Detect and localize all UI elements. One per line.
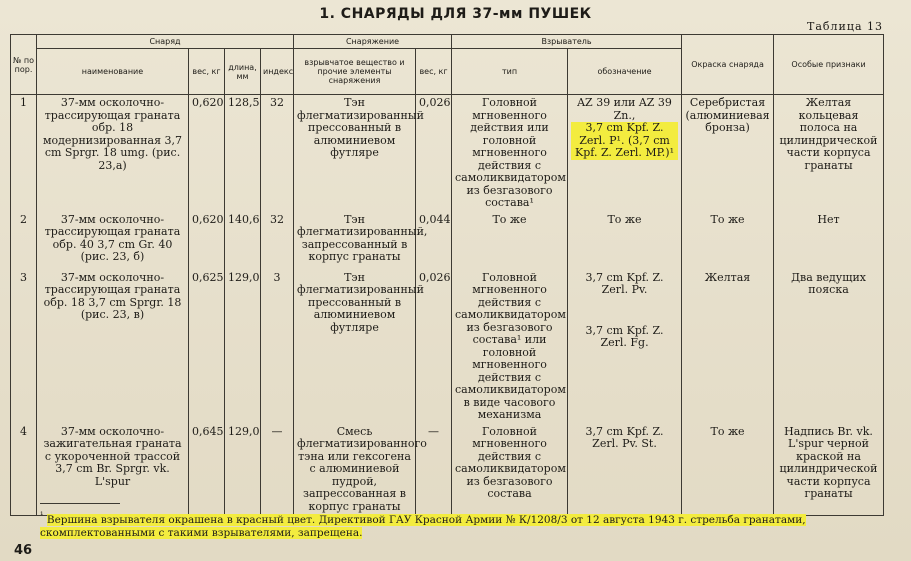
projectile-color: То же [682,212,774,270]
header-no: № по пор. [11,35,37,95]
projectile-color: Желтая [682,270,774,424]
projectile-weight: 0,625 [189,270,225,424]
projectile-name: 37-мм осколочно-зажигательная граната с укороченной трассой 3,7 cm Br. Sprgr. vk. L'spur [37,424,189,516]
projectile-name: 37-мм осколочно-трассирующая граната обр. 40 3,7 cm Gr. 40 (рис. 23, б) [37,212,189,270]
header-length: длина, мм [225,49,261,95]
fuze-designation-secondary: 3,7 cm Kpf. Z. Zerl. Fg. [585,323,664,349]
projectile-name: 37-мм осколочно-трассирующая граната обр. 18 модернизированная 3,7 cm Sprgr. 18 umg. (рис. 23,а) [37,95,189,212]
special-marks: Два ведущих пояска [774,270,884,424]
page-number: 46 [14,543,33,558]
special-marks: Нет [774,212,884,270]
table-row [11,212,884,270]
header-marks: Особые признаки [774,35,884,95]
row-no: 3 [11,270,37,424]
table-row [11,270,884,424]
header-fuze-designation: обозначение [568,49,682,95]
footnote-marker: ¹ [40,511,44,521]
footnote-text: Вершина взрывателя окрашена в красный цвет. Директивой ГАУ Красной Армии № К/1208/3 от 12 августа 1943 г. стрельба гранатами, скомплектованными с такими взрывателями, запрещена. [40,513,806,539]
header-color: Окраска снаряда [682,35,774,95]
projectile-index: — [261,424,294,516]
fuze-type: Головной мгновенного действия с самоликвидатором из безгазового состава [452,424,568,516]
fuze-designation-primary: 3,7 cm Kpf. Z. Zerl. Pv. [585,270,664,296]
projectile-weight: 0,645 [189,424,225,516]
projectile-index: 3 [261,270,294,424]
fuze-designation [568,95,682,212]
projectile-length: 128,5 [225,95,261,212]
charge-explosive: Тэн флегматизированный прессованный в алюминиевом футляре [294,95,416,212]
row-no: 4 [11,424,37,516]
projectile-color: Серебристая (алюминиевая бронза) [682,95,774,212]
fuze-designation: 3,7 cm Kpf. Z. Zerl. Pv. St. [568,424,682,516]
fuze-type: То же [452,212,568,270]
fuze-designation-highlighted: 3,7 cm Kpf. Z. Zerl. P¹. (3,7 cm Kpf. Z. Zerl. MP.)¹ [571,122,678,160]
fuze-designation: То же [568,212,682,270]
header-index: индекс [261,49,294,95]
special-marks: Желтая кольцевая полоса на цилиндрической части корпуса гранаты [774,95,884,212]
table-row [11,424,884,516]
projectile-weight: 0,620 [189,212,225,270]
projectile-weight: 0,620 [189,95,225,212]
charge-weight: 0,026 [416,95,452,212]
projectile-length: 140,6 [225,212,261,270]
page-title: 1. СНАРЯДЫ ДЛЯ 37-мм ПУШЕК [319,6,592,22]
row-no: 2 [11,212,37,270]
projectile-name: 37-мм осколочно-трассирующая граната обр. 18 3,7 cm Sprgr. 18 (рис. 23, в) [37,270,189,424]
header-name: наименование [37,49,189,95]
header-explosive: взрывчатое вещество и прочие элементы снаряжения [294,49,416,95]
projectile-index: 32 [261,212,294,270]
charge-explosive: Смесь флегматизированного тэна или гексогена с алюминиевой пудрой, запрессованная в корпус гранаты [294,424,416,516]
special-marks: Надпись Br. vk. L'spur черной краской на цилиндрической части корпуса гранаты [774,424,884,516]
charge-explosive: Тэн флегматизированный, запрессованный в корпус гранаты [294,212,416,270]
charge-weight: — [416,424,452,516]
fuze-type: Головной мгновенного действия или головной мгновенного действия с самоликвидатором из безгазового состава¹ [452,95,568,212]
projectile-color: То же [682,424,774,516]
table-row [11,95,884,212]
header-group-charge: Снаряжение [294,35,452,49]
header-fuze-type: тип [452,49,568,95]
projectile-index: 32 [261,95,294,212]
projectiles-table [10,34,884,516]
header-weight: вес, кг [189,49,225,95]
header-group-projectile: Снаряд [37,35,294,49]
header-group-fuze: Взрыватель [452,35,682,49]
footnote-divider [40,503,120,504]
charge-explosive: Тэн флегматизированный прессованный в алюминиевом футляре [294,270,416,424]
fuze-type: Головной мгновенного действия с самоликвидатором из безгазового состава¹ или головной мгновенного действия с самоликвидатором в виде часового механизма [452,270,568,424]
footnote [40,510,890,540]
projectile-length: 129,0 [225,270,261,424]
charge-weight: 0,026 [416,270,452,424]
projectile-length: 129,0 [225,424,261,516]
row-no: 1 [11,95,37,212]
fuze-designation [568,270,682,424]
table-label: Таблица 13 [807,20,883,33]
header-charge-weight: вес, кг [416,49,452,95]
fuze-designation-primary: AZ 39 или AZ 39 Zn., [577,96,672,122]
charge-weight: 0,044 [416,212,452,270]
